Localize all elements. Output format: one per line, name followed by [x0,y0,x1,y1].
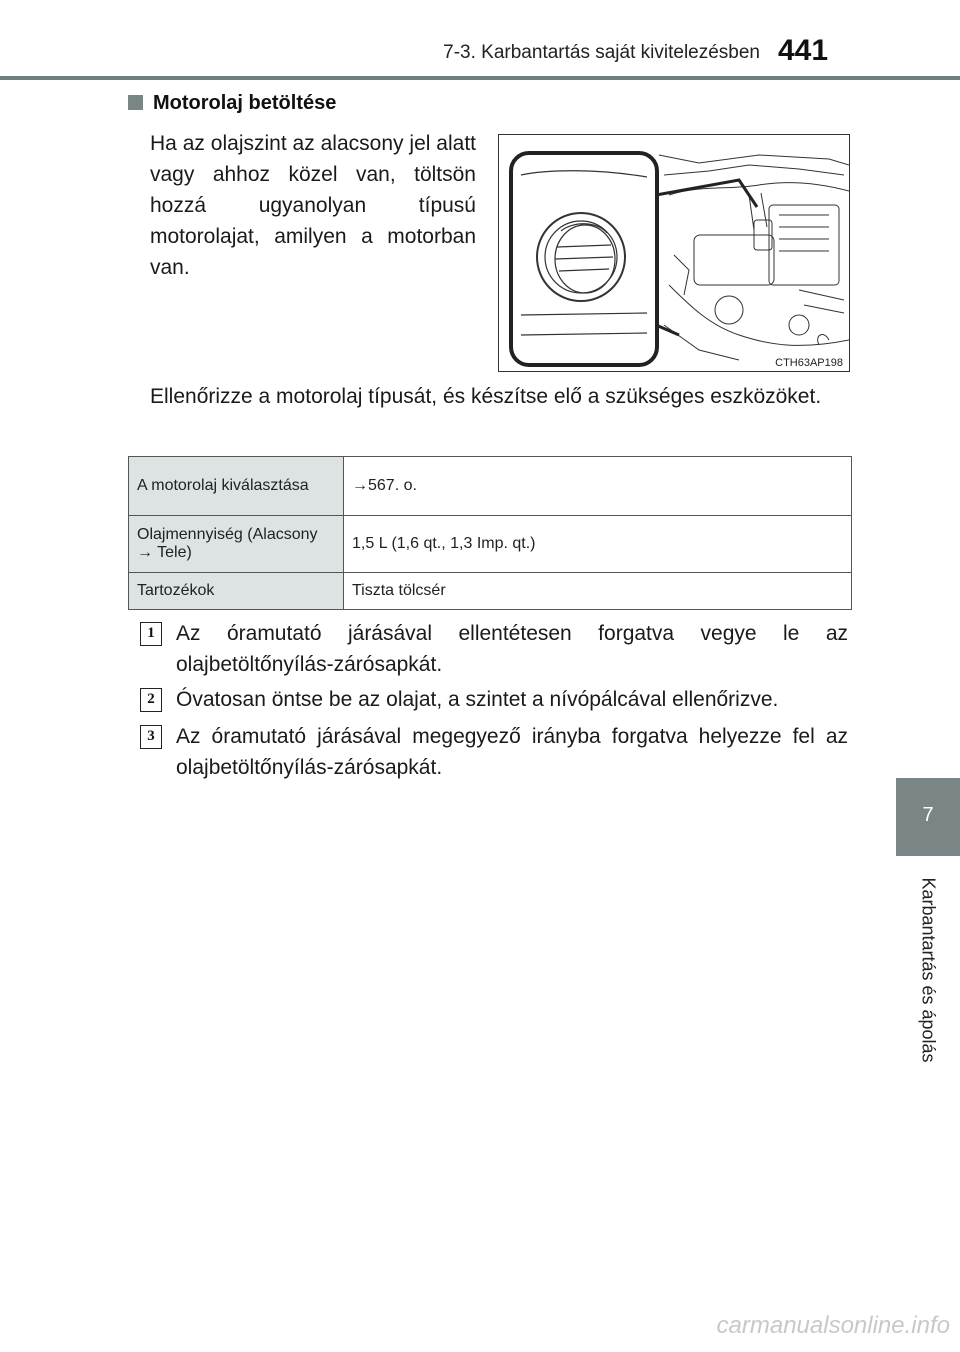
table-row [129,516,852,573]
table-cell-value: 1,5 L (1,6 qt., 1,3 Imp. qt.) [344,516,852,573]
section-heading [128,92,336,115]
watermark: carmanualsonline.info [716,1312,950,1339]
step-text: Az óramutató járásával ellentétesen forgatva vegye le az olajbetöltőnyílás-zárósapkát. [176,622,848,676]
intro-paragraph: Ha az olajszint az alacsony jel alatt vagy ahhoz közel van, töltsön hozzá ugyanolyan típusú motorolajat, amilyen a motorban van. [150,132,476,279]
step-3 [140,721,848,783]
section-heading-text: Motorolaj betöltése [153,92,337,114]
engine-bay-drawing [499,135,850,372]
page-number: 441 [778,34,829,67]
chapter-label: Karbantartás és ápolás [918,877,939,1063]
table-cell-label: A motorolaj kiválasztása [129,457,344,516]
requirements-table [128,456,852,610]
step-2 [140,684,848,715]
table-cell-label: Olajmennyiség (Alacsony → Tele) [129,516,344,573]
check-paragraph: Ellenőrizze a motorolaj típusát, és készítse elő a szükséges eszközöket. [150,385,822,408]
header-title: 7-3. Karbantartás saját kivitelezésben [443,42,760,63]
figure-code: CTH63AP198 [775,357,843,369]
table-row [129,457,852,516]
step-1 [140,618,848,680]
chapter-tab [896,778,960,856]
step-number-badge: 2 [140,688,162,712]
chapter-tab-label-area [896,858,960,1080]
step-text: Óvatosan öntse be az olajat, a szintet a nívópálcával ellenőrizve. [176,688,779,711]
chapter-number: 7 [922,804,934,826]
step-number-badge: 1 [140,622,162,646]
step-text: Az óramutató járásával megegyező irányba forgatva helyezze fel az olajbetöltőnyílás-zárósapkát. [176,725,848,779]
header-rule [0,76,960,80]
table-row [129,573,852,610]
step-number-badge: 3 [140,725,162,749]
engine-illustration [498,134,850,372]
table-cell-label: Tartozékok [129,573,344,610]
square-bullet-icon [128,95,143,110]
table-cell-value: →567. o. [344,457,852,516]
table-cell-value: Tiszta tölcsér [344,573,852,610]
